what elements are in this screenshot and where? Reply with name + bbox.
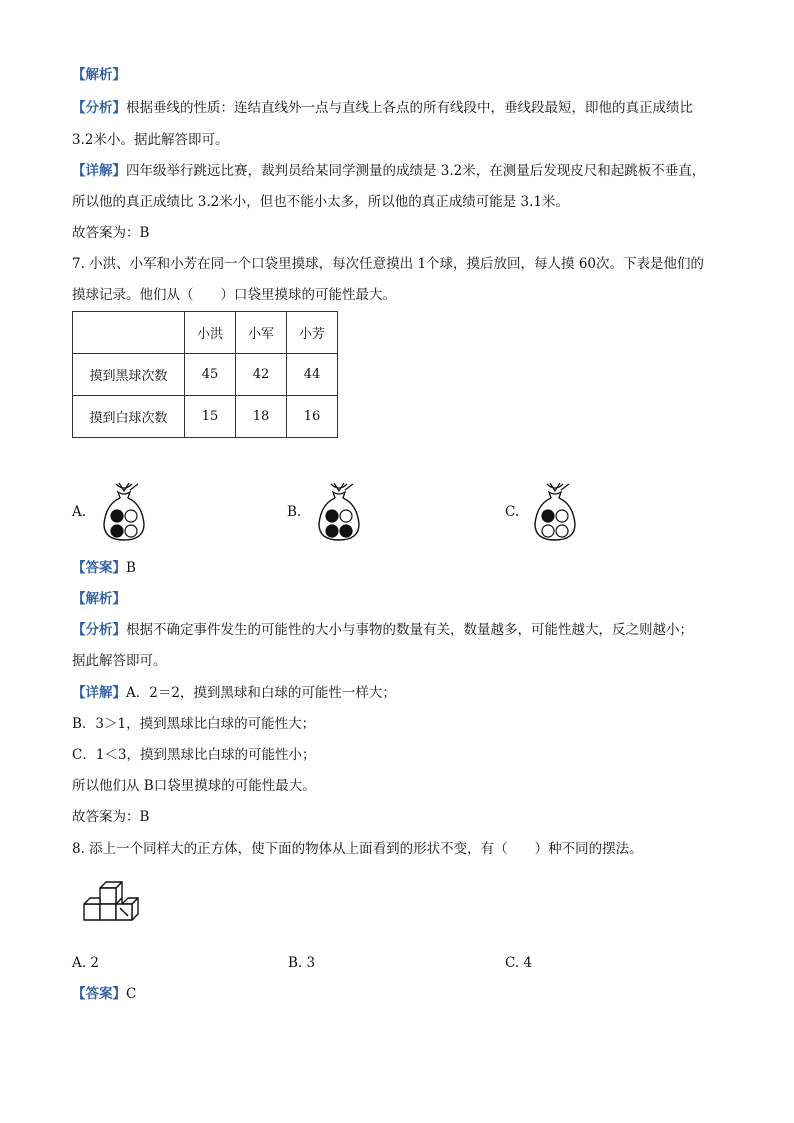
black-ball <box>111 510 123 522</box>
bag-c-icon <box>523 478 587 542</box>
table-header-cell: 小军 <box>236 312 287 354</box>
q7-detail-line1 <box>72 683 396 703</box>
detail-tag: 【详解】 <box>72 685 126 701</box>
table-cell: 15 <box>185 396 236 438</box>
bag-b-icon <box>307 478 371 542</box>
q7-answer-line: 故答案为：B <box>72 809 150 825</box>
table-cell: 42 <box>236 354 287 396</box>
q7-answer <box>72 558 136 578</box>
q6-detail-line2: 所以他的真正成绩比 3.2米小，但也不能小太多，所以他的真正成绩可能是 3.1米。 <box>72 194 570 210</box>
bag-tie <box>331 484 347 488</box>
black-ball <box>542 510 554 522</box>
bag-tie <box>547 484 563 488</box>
cube-stack-icon <box>80 880 142 930</box>
q8-stem: 8. 添上一个同样大的正方体，使下面的物体从上面看到的形状不变，有（ ）种不同的摆法。 <box>72 841 643 857</box>
black-ball <box>111 525 123 537</box>
table-cell: 18 <box>236 396 287 438</box>
q7-stem-line2: 摸球记录。他们从（ ）口袋里摸球的可能性最大。 <box>72 287 396 303</box>
white-ball <box>125 510 137 522</box>
detail-tag: 【详解】 <box>72 163 126 179</box>
q6-analysis-line2: 3.2米小。据此解答即可。 <box>72 132 229 148</box>
table-row <box>73 396 338 438</box>
q7-option-b-label: B. <box>287 504 302 520</box>
jiexi-heading: 【解析】 <box>72 67 126 83</box>
table-row <box>73 354 338 396</box>
black-ball <box>326 525 338 537</box>
q6-detail-line1 <box>72 161 705 181</box>
q6-analysis-line1 <box>72 98 693 118</box>
answer-tag: 【答案】 <box>72 560 126 576</box>
q7-stem-line1: 7. 小洪、小军和小芳在同一个口袋里摸球，每次任意摸出 1个球，摸后放回，每人摸 60次。下表是他们的 <box>72 256 705 272</box>
answer-value: C <box>126 986 137 1002</box>
q7-analysis-line1 <box>72 620 693 640</box>
white-ball <box>556 525 568 537</box>
detail-text: A．2＝2，摸到黑球和白球的可能性一样大； <box>126 685 396 701</box>
table-cell: 摸到黑球次数 <box>73 354 185 396</box>
q7-detail-line4: 所以他们从 B口袋里摸球的可能性最大。 <box>72 778 316 794</box>
q7-jiexi-heading: 【解析】 <box>72 591 126 607</box>
q8-option-a: A. 2 <box>72 955 99 971</box>
bag-a-icon <box>92 478 156 542</box>
table-cell: 45 <box>185 354 236 396</box>
q8-option-b: B. 3 <box>288 955 316 971</box>
white-ball <box>340 510 352 522</box>
q7-detail-line2: B．3＞1，摸到黑球比白球的可能性大； <box>72 716 316 732</box>
q6-answer-line: 故答案为：B <box>72 225 150 241</box>
analysis-text: 根据不确定事件发生的可能性的大小与事物的数量有关，数量越多，可能性越大，反之则越小； <box>126 622 693 638</box>
q7-detail-line3: C．1＜3，摸到黑球比白球的可能性小； <box>72 747 316 763</box>
analysis-tag: 【分析】 <box>72 100 126 116</box>
q7-record-table <box>72 311 338 438</box>
bag-body <box>535 498 575 540</box>
q7-option-a-label: A. <box>72 504 87 520</box>
q8-answer <box>72 984 136 1004</box>
table-cell: 16 <box>287 396 338 438</box>
bag-body <box>319 498 359 540</box>
q8-option-c: C. 4 <box>505 955 533 971</box>
q7-option-c-label: C. <box>505 504 520 520</box>
detail-text: 四年级举行跳远比赛，裁判员给某同学测量的成绩是 3.2米，在测量后发现皮尺和起跳板不垂直， <box>126 163 706 179</box>
black-ball <box>326 510 338 522</box>
bag-tie <box>116 484 132 488</box>
q7-analysis-line2: 据此解答即可。 <box>72 653 167 669</box>
white-ball <box>556 510 568 522</box>
analysis-text: 根据垂线的性质：连结直线外一点与直线上各点的所有线段中，垂线段最短，即他的真正成绩比 <box>126 100 693 116</box>
answer-tag: 【答案】 <box>72 986 126 1002</box>
white-ball <box>542 525 554 537</box>
white-ball <box>125 525 137 537</box>
black-ball <box>340 525 352 537</box>
table-header-cell: 小芳 <box>287 312 338 354</box>
table-header-cell <box>73 312 185 354</box>
table-cell: 44 <box>287 354 338 396</box>
table-cell: 摸到白球次数 <box>73 396 185 438</box>
bag-body <box>104 498 144 540</box>
analysis-tag: 【分析】 <box>72 622 126 638</box>
table-header-cell: 小洪 <box>185 312 236 354</box>
table-header-row <box>73 312 338 354</box>
answer-value: B <box>126 560 136 576</box>
